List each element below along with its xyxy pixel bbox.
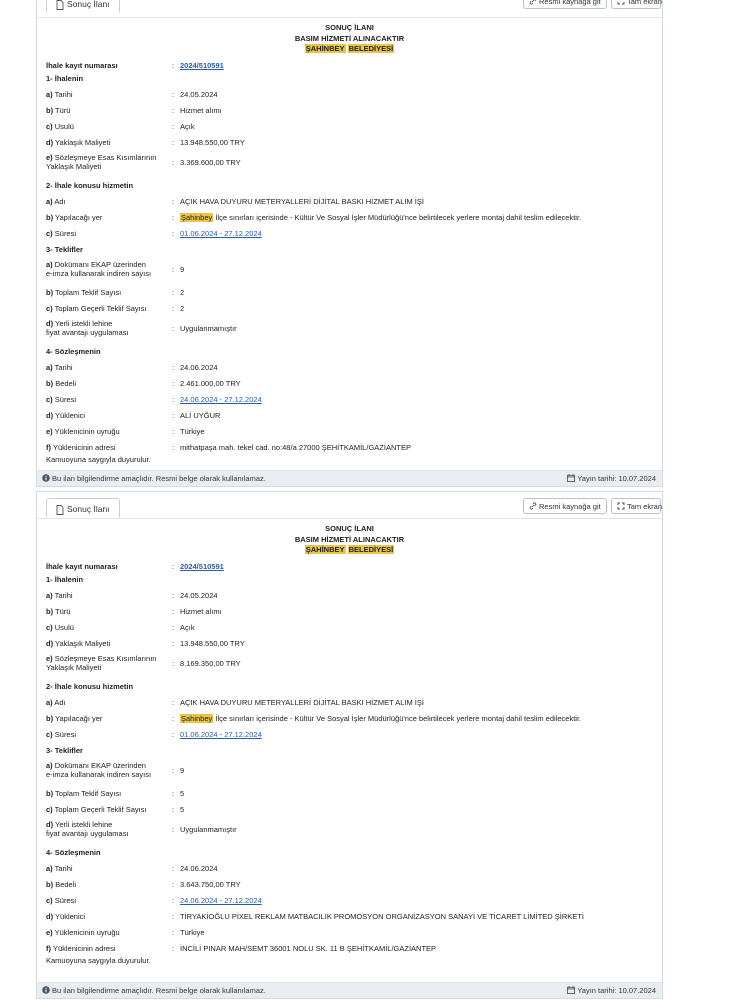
source-button-label: Resmi kaynağa git (539, 502, 601, 511)
authority-name-part1: ŞAHİNBEY (305, 545, 345, 554)
s-suresi-link[interactable]: 24.06.2024 - 27.12.2024 (180, 394, 262, 404)
suresi-link[interactable]: 01.06.2024 - 27.12.2024 (180, 729, 262, 739)
notice-card: Sonuç İlanı Resmi kaynağa git Tam ekran SONUÇ İLANI BASIM HİZMETİ ALINACAKTIR ŞAHİNBEY BELEDİYESİ İhale kayıt numarası : 2024/510591 1- İhalenin a) Tarihi : 24.05.2024 b) Türü : Hizmet alımı c) Usulü : Açık d) Yaklaşık Maliyeti : 13.948.550,00 TRY e) Sözleşmeye Esas Kısımlarının Yaklaşık Maliyeti : 3.369.600,00 TRY 2- İhale konusu hizmetin a) Adı : AÇIK HAVA DUYURU METERYALLERİ DİJİTAL BASKI HİZMET ALIM İŞİ b) Yapılacağı yer : Şahinbey İlçe sınırları içerisinde - Kültür Ve Sosyal İşler Müdürlüğü'nce belirtilecek yerlere montaj dahil teslim edilecektir. c) Süresi : 01.06.2024 - 27.12.2024 3- Teklifler a) Dokümanı EKAP üzerinden e-imza kullanarak indiren sayısı : 9 b) Toplam Teklif Sayısı : 2 c) Toplam Geçerli Teklif Sayısı : 2 d) Yerli istekli lehine fiyat avantajı uygulaması : Uygulanmamıştır 4- Sözleşmenin a) Tarihi : 24.06.2024 b) Bedeli : 2.461.000,00 TRY c) Süresi : 24.06.2024 - 27.12.2024 d) Yüklenici : ALİ UYĞUR e) Yüklenicinin uyruğu : Türkiye f) Yüklenicinin adresi : mithatpaşa mah. tekel cad. no:48/a 27000 ŞEHİTKAMİL/GAZİANTEP Kamuoyuna saygıyla duyurulur. Bu ilan bilgilendirme amaçlıdır. Resmi belge olarak kullanılamaz. Yayın tarihi: 10.07.2024 (36, 0, 663, 487)
notice-title: SONUÇ İLANI (325, 23, 374, 32)
footer-info: Bu ilan bilgilendirme amaçlıdır. Resmi belge olarak kullanılamaz. (52, 474, 266, 483)
fullscreen-button-label: Tam ekran (627, 0, 663, 6)
link-icon (529, 0, 537, 5)
card-toolbar (37, 0, 662, 18)
publish-date: Yayın tarihi: 10.07.2024 (577, 474, 656, 483)
highlight-sahinbey: Şahinbey (181, 212, 213, 222)
notice-card: Sonuç İlanı Resmi kaynağa git Tam ekran SONUÇ İLANI BASIM HİZMETİ ALINACAKTIR ŞAHİNBEY BELEDİYESİ İhale kayıt numarası : 2024/510591 1- İhalenin a) Tarihi : 24.05.2024 b) Türü : Hizmet alımı c) Usulü : Açık d) Yaklaşık Maliyeti : 13.948.550,00 TRY e) Sözleşmeye Esas Kısımlarının Yaklaşık Maliyeti : 8.169.350,00 TRY 2- İhale konusu hizmetin a) Adı : AÇIK HAVA DUYURU METERYALLERİ DİJİTAL BASKI HİZMET ALIM İŞİ b) Yapılacağı yer : Şahinbey İlçe sınırları içerisinde - Kültür Ve Sosyal İşler Müdürlüğü'nce belirtilecek yerlere montaj dahil teslim edilecektir. c) Süresi : 01.06.2024 - 27.12.2024 3- Teklifler a) Dokümanı EKAP üzerinden e-imza kullanarak indiren sayısı : 9 b) Toplam Teklif Sayısı : 5 c) Toplam Geçerli Teklif Sayısı : 5 d) Yerli istekli lehine fiyat avantajı uygulaması : Uygulanmamıştır 4- Sözleşmenin a) Tarihi : 24.06.2024 b) Bedeli : 3.643.750,00 TRY c) Süresi : 24.06.2024 - 27.12.2024 d) Yüklenici : TİRYAKİOĞLU PİXEL REKLAM MATBACILIK PROMOSYON ORGANİZASYON SANAYİ VE TİCARET LİMİTED ŞİRKETİ e) Yüklenicinin uyruğu : Türkiye f) Yüklenicinin adresi : İNCİLİ PINAR MAH/SEMT 36001 NOLU SK. 11 B ŞEHİTKAMİL/GAZİANTEP Kamuoyuna saygıyla duyurulur. Bu ilan bilgilendirme amaçlıdır. Resmi belge olarak kullanılamaz. Yayın tarihi: 10.07.2024 (36, 491, 663, 999)
source-button-label: Resmi kaynağa git (539, 0, 601, 6)
link-icon (529, 502, 537, 510)
tab-sonuc-ilani[interactable] (46, 0, 120, 13)
authority-name-part2: BELEDİYESİ (348, 545, 394, 554)
official-source-button[interactable] (523, 498, 607, 514)
notice-heading (37, 524, 662, 556)
authority-name-part2: BELEDİYESİ (348, 44, 394, 53)
footer-info: Bu ilan bilgilendirme amaçlıdır. Resmi belge olarak kullanılamaz. (52, 986, 266, 995)
authority-name (37, 44, 662, 55)
notice-heading (37, 23, 662, 55)
kayit-no-link[interactable]: 2024/510591 (180, 561, 224, 571)
publish-date: Yayın tarihi: 10.07.2024 (577, 986, 656, 995)
authority-name (37, 545, 662, 556)
card-footer (37, 470, 662, 486)
fullscreen-button-label: Tam ekran (627, 502, 663, 511)
suresi-link[interactable]: 01.06.2024 - 27.12.2024 (180, 228, 262, 238)
authority-name-part1: ŞAHİNBEY (305, 44, 345, 53)
card-footer (37, 982, 662, 998)
fullscreen-button[interactable] (611, 498, 661, 514)
card-toolbar (37, 492, 662, 519)
tab-label: Sonuç İlanı (67, 0, 110, 9)
calendar-icon (567, 986, 575, 994)
calendar-icon (567, 474, 575, 482)
fullscreen-button[interactable] (611, 0, 661, 9)
expand-icon (617, 0, 625, 5)
info-icon (42, 986, 50, 994)
notice-subtitle: BASIM HİZMETİ ALINACAKTIR (294, 33, 405, 43)
official-source-button[interactable] (523, 0, 607, 9)
info-icon (42, 474, 50, 482)
tab-sonuc-ilani[interactable] (46, 498, 120, 518)
s-suresi-link[interactable]: 24.06.2024 - 27.12.2024 (180, 895, 262, 905)
notice-title: SONUÇ İLANI (325, 524, 374, 533)
tab-label: Sonuç İlanı (67, 504, 110, 514)
expand-icon (617, 502, 625, 510)
document-icon (56, 505, 64, 515)
notice-subtitle: BASIM HİZMETİ ALINACAKTIR (294, 534, 405, 544)
kayit-no-link[interactable]: 2024/510591 (180, 60, 224, 70)
document-icon (56, 0, 64, 10)
highlight-sahinbey: Şahinbey (181, 713, 213, 723)
